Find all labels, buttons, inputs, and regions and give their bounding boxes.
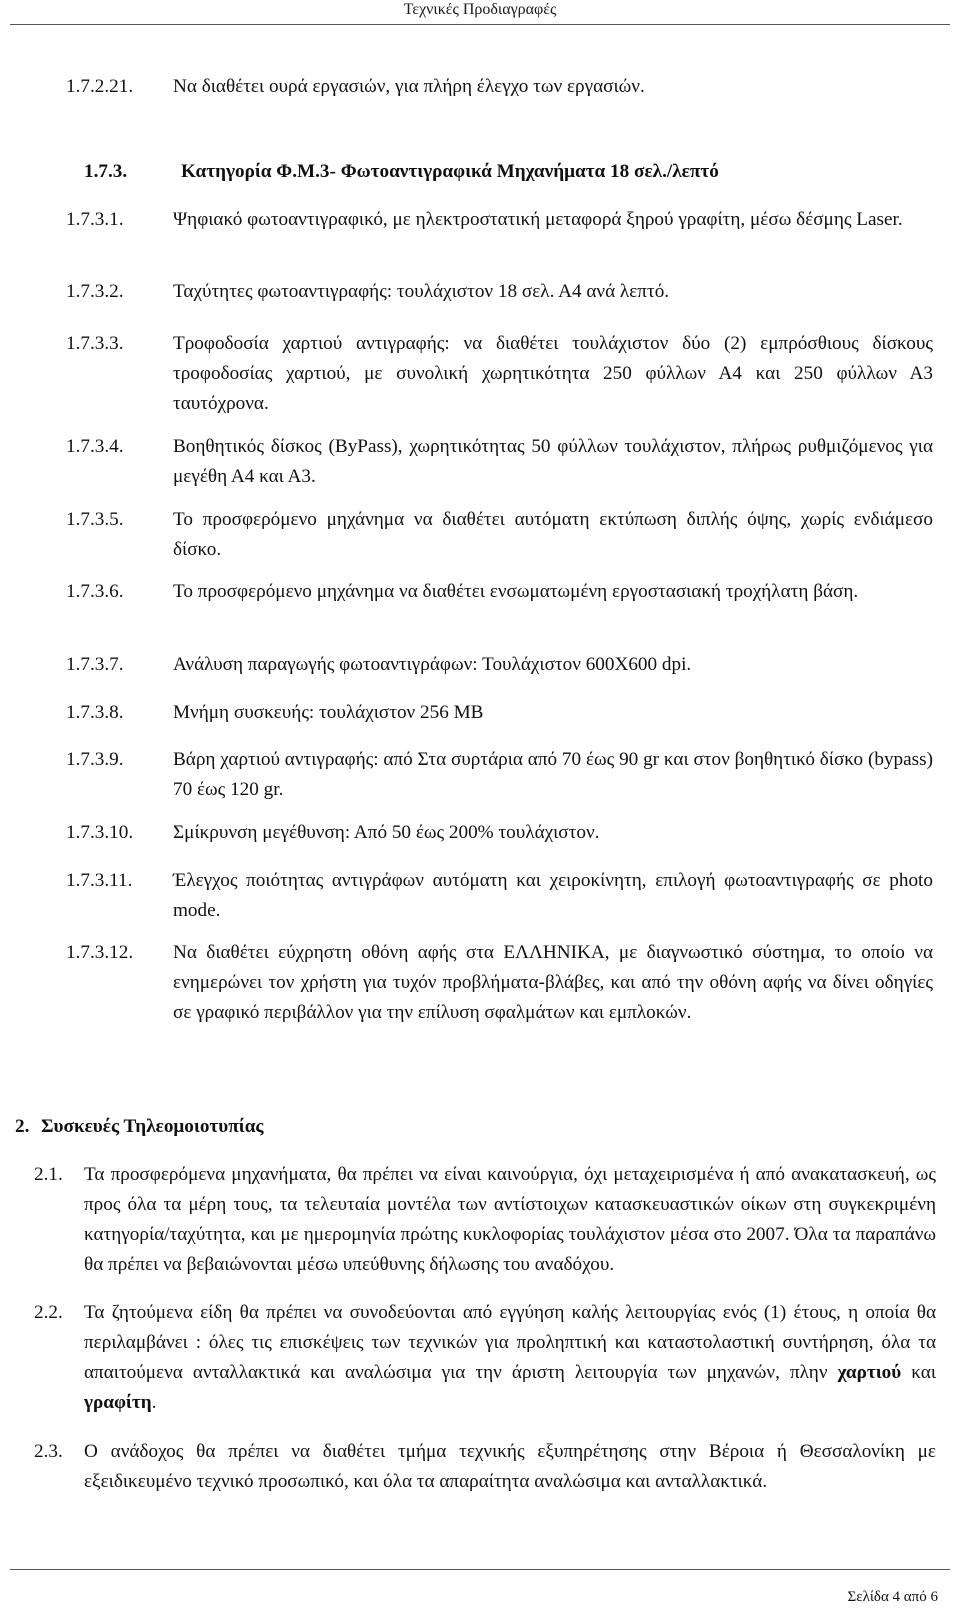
item-text-bold-paper: χαρτιού (837, 1362, 902, 1383)
item-text (84, 1298, 936, 1418)
footer-rule (10, 1569, 950, 1570)
heading-text: Συσκευές Τηλεομοιοτυπίας (41, 1116, 264, 1137)
item-number: 1.7.3.3. (66, 333, 124, 354)
item-text-joiner: και (901, 1362, 937, 1383)
heading-number: 2. (15, 1116, 30, 1137)
item-text: Μνήμη συσκευής: τουλάχιστον 256 MB (173, 702, 484, 723)
item-number: 1.7.3.11. (66, 870, 133, 891)
item-text: Τα προσφερόμενα μηχανήματα, θα πρέπει να είναι καινούργια, όχι μεταχειρισμένα ή από ανακατασκευή, ως προς όλα τα μέρη τους, τα τελευταία μοντέλα των αντίστοιχων κατασκευαστικών οίκων στη συγκεκριμένη κατηγορία/ταχύτητα, και με ημερομηνία πρώτης κυκλοφορίας τουλάχιστον μέσα στο 2007. Όλα τα παραπάνω θα πρέπει να βεβαιώνονται μέσω υπεύθυνης δήλωσης του αναδόχου. (84, 1164, 936, 1275)
item-text: Το προσφερόμενο μηχάνημα να διαθέτει ενσωματωμένη εργοστασιακή τροχήλατη βάση. (173, 581, 859, 602)
item-text: Ψηφιακό φωτοαντιγραφικό, με ηλεκτροστατική μεταφορά ξηρού γραφίτη, μέσω δέσμης Laser. (173, 209, 903, 230)
item-number: 2.2. (34, 1302, 63, 1323)
item-number: 1.7.3.4. (66, 436, 124, 457)
item-number: 2.3. (34, 1441, 63, 1462)
item-number: 1.7.3.8. (66, 702, 124, 723)
item-number: 1.7.3.7. (66, 654, 124, 675)
page-number: Σελίδα 4 από 6 (847, 1589, 938, 1605)
running-header: Τεχνικές Προδιαγραφές (403, 1, 557, 18)
heading-text: Κατηγορία Φ.Μ.3- Φωτοαντιγραφικά Μηχανήματα 18 σελ./λεπτό (181, 161, 719, 182)
item-text: Να διαθέτει εύχρηστη οθόνη αφής στα ΕΛΛΗΝΙΚΑ, με διαγνωστικό σύστημα, το οποίο να ενημερώνει τον χρήστη για τυχόν προβλήματα-βλάβες, και από την οθόνη αφής να δίνει οδηγίες σε γραφικό περιβάλλον για την επίλυση σφαλμάτων και εμπλοκών. (173, 942, 933, 1023)
item-number: 2.1. (34, 1164, 63, 1185)
header-rule (10, 24, 950, 25)
item-number: 1.7.3.6. (66, 581, 124, 602)
item-number: 1.7.3.9. (66, 749, 124, 770)
item-number: 1.7.2.21. (66, 76, 134, 97)
item-text: Βάρη χαρτιού αντιγραφής: από Στα συρτάρια από 70 έως 90 gr και στον βοηθητικό δίσκο (bypass) 70 έως 120 gr. (173, 749, 933, 800)
item-text: Ανάλυση παραγωγής φωτοαντιγράφων: Τουλάχιστον 600Χ600 dpi. (173, 654, 692, 675)
item-text: Βοηθητικός δίσκος (ByPass), χωρητικότητας 50 φύλλων τουλάχιστον, πλήρως ρυθμιζόμενος για μεγέθη Α4 και Α3. (173, 436, 933, 487)
item-text: Έλεγχος ποιότητας αντιγράφων αυτόματη και χειροκίνητη, επιλογή φωτοαντιγραφής σε photo mode. (173, 870, 933, 921)
item-text: Σμίκρυνση μεγέθυνση: Από 50 έως 200% τουλάχιστον. (173, 822, 600, 843)
item-text: Το προσφερόμενο μηχάνημα να διαθέτει αυτόματη εκτύπωση διπλής όψης, χωρίς ενδιάμεσο δίσκο. (173, 509, 933, 560)
item-number: 1.7.3.2. (66, 281, 124, 302)
item-text-bold-toner: γραφίτη (84, 1392, 152, 1413)
item-number: 1.7.3.10. (66, 822, 134, 843)
item-number: 1.7.3.12. (66, 942, 134, 963)
item-number: 1.7.3.1. (66, 209, 124, 230)
item-text-end: . (151, 1392, 157, 1413)
item-number: 1.7.3.5. (66, 509, 124, 530)
item-text: Ταχύτητες φωτοαντιγραφής: τουλάχιστον 18 σελ. Α4 ανά λεπτό. (173, 281, 670, 302)
item-text: Τροφοδοσία χαρτιού αντιγραφής: να διαθέτει τουλάχιστον δύο (2) εμπρόσθιους δίσκους τροφοδοσίας χαρτιού, με συνολική χωρητικότητα 250 φύλλων Α4 και 250 φύλλων Α3 ταυτόχρονα. (173, 333, 933, 414)
item-text: Ο ανάδοχος θα πρέπει να διαθέτει τμήμα τεχνικής εξυπηρέτησης στην Βέροια ή Θεσσαλονίκη με εξειδικευμένο τεχνικό προσωπικό, και όλα τα απαραίτητα αναλώσιμα και ανταλλακτικά. (84, 1441, 936, 1492)
heading-number: 1.7.3. (84, 161, 128, 182)
item-text: Να διαθέτει ουρά εργασιών, για πλήρη έλεγχο των εργασιών. (173, 76, 645, 97)
item-text-main: Τα ζητούμενα είδη θα πρέπει να συνοδεύονται από εγγύηση καλής λειτουργίας ενός (1) έτους, η οποία θα περιλαμβάνει : όλες τις επισκέψεις των τεχνικών για προληπτική και καταστολαστική συντήρηση, όλα τα απαιτούμενα ανταλλακτικά και αναλώσιμα για την άριστη λειτουργία των μηχανών, πλην (84, 1302, 936, 1383)
